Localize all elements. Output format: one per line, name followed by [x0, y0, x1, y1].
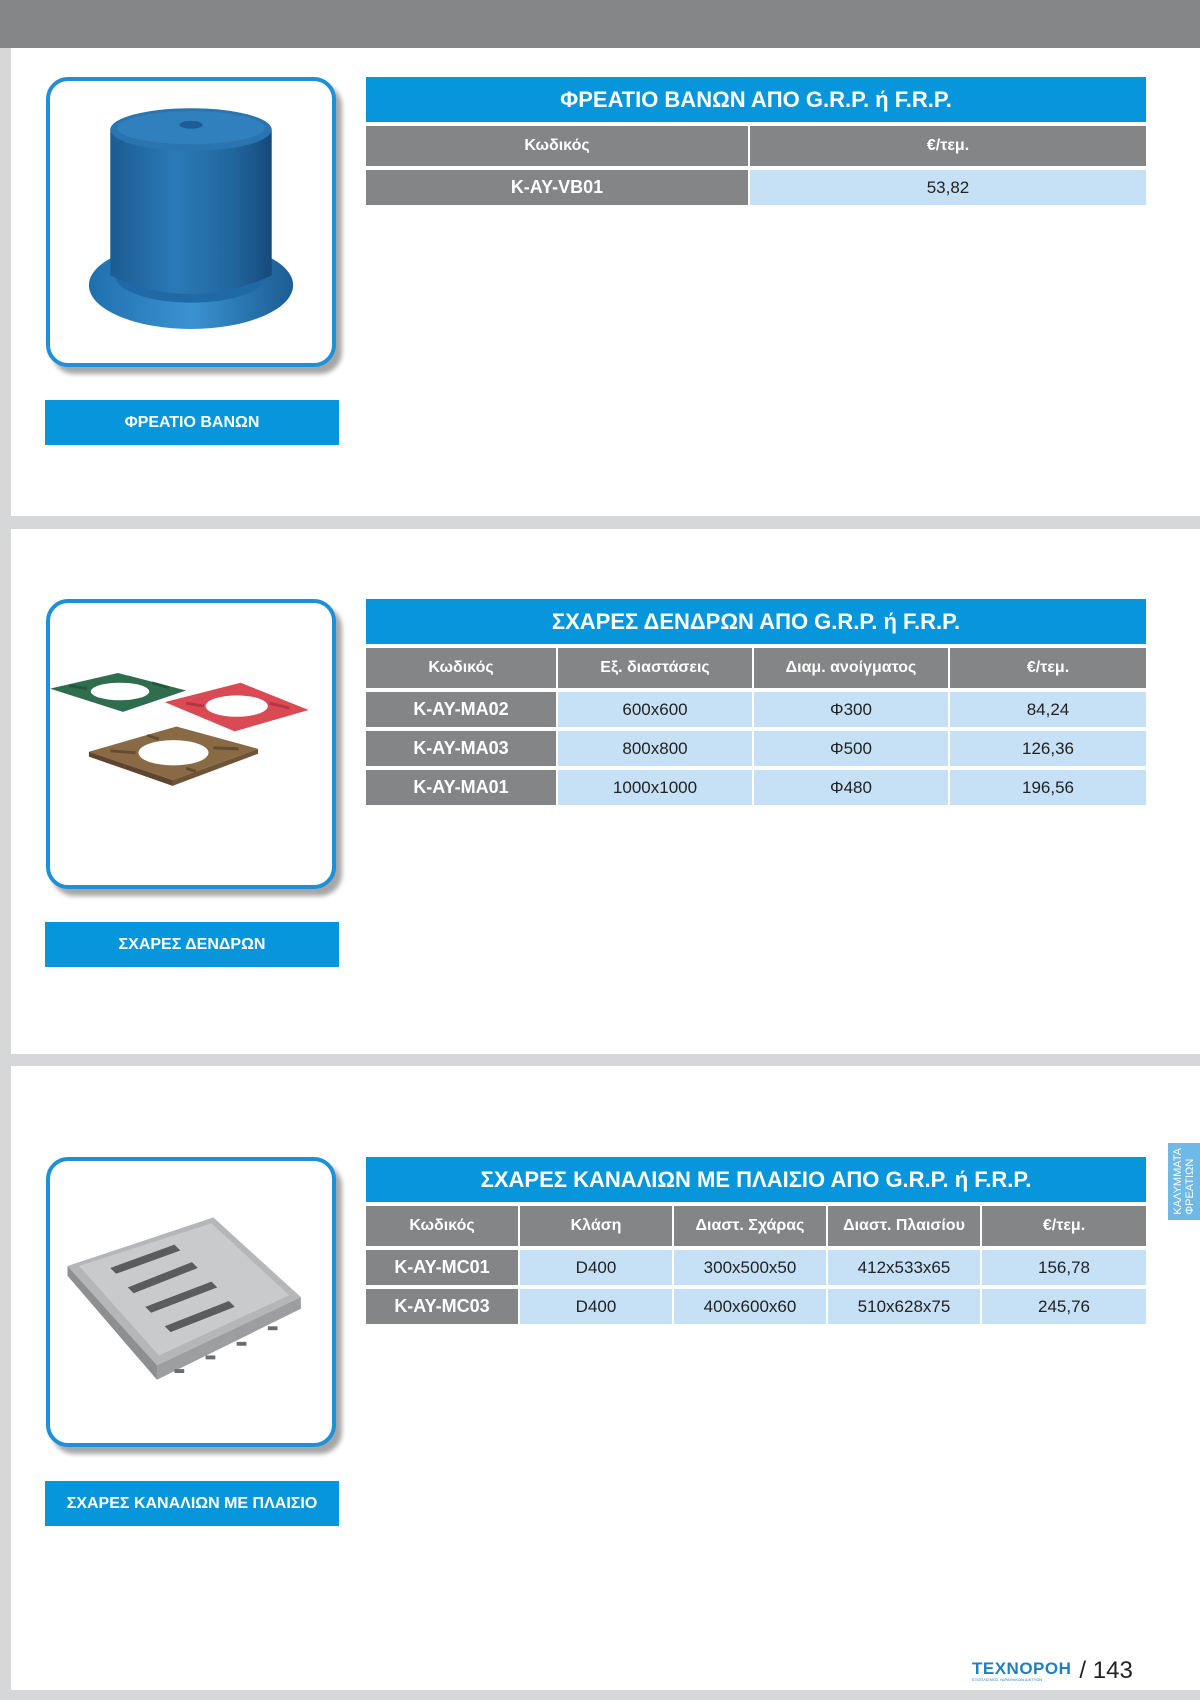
price-cell: 156,78: [982, 1250, 1146, 1285]
column-header: Διαστ. Πλαισίου: [828, 1206, 982, 1246]
price-cell: 84,24: [950, 692, 1146, 727]
brand-tagline: ΕΞΟΠΛΙΣΜΟΣ ΥΔΡΑΥΛΙΚΩΝ ΔΙΚΤΥΩΝ: [972, 1677, 1043, 1682]
product-code: K-AY-MC03: [366, 1289, 520, 1324]
table-channel-grates: [366, 1157, 1146, 1324]
table-cell: 800x800: [558, 731, 754, 766]
column-header: €/τεμ.: [982, 1206, 1146, 1246]
side-tab-line1: ΚΑΛΥΜΜΑΤΑ: [1172, 1148, 1184, 1215]
caption-tree-grates: ΣΧΑΡΕΣ ΔΕΝΔΡΩΝ: [45, 922, 339, 967]
table-row: [366, 170, 1146, 205]
price-cell: 126,36: [950, 731, 1146, 766]
price-cell: 53,82: [750, 170, 1146, 205]
brand-logo: [972, 1660, 1071, 1682]
table-row: [366, 770, 1146, 805]
product-code: K-AY-MA01: [366, 770, 558, 805]
top-bar: [0, 0, 1200, 48]
table-cell: Φ500: [754, 731, 950, 766]
table-row: [366, 731, 1146, 766]
table-cell: D400: [520, 1250, 674, 1285]
product-code: K-AY-MA02: [366, 692, 558, 727]
table-cell: 510x628x75: [828, 1289, 982, 1324]
table-title: ΦΡΕΑΤΙΟ ΒΑΝΩΝ ΑΠΟ G.R.P. ή F.R.P.: [366, 77, 1146, 122]
caption-valve-chamber: ΦΡΕΑΤΙΟ ΒΑΝΩΝ: [45, 400, 339, 445]
table-cell: 412x533x65: [828, 1250, 982, 1285]
price-cell: 196,56: [950, 770, 1146, 805]
table-valve-chamber: [366, 77, 1146, 205]
table-row: [366, 1250, 1146, 1285]
table-cell: Φ300: [754, 692, 950, 727]
table-cell: 1000x1000: [558, 770, 754, 805]
side-tab: [1168, 1143, 1200, 1220]
column-header: Κωδικός: [366, 126, 750, 166]
brand-name: ΤΕΧΝΟΡΟΗ: [972, 1659, 1072, 1678]
column-header: €/τεμ.: [950, 648, 1146, 688]
column-header: Κλάση: [520, 1206, 674, 1246]
table-row: [366, 692, 1146, 727]
page-number: / 143: [1079, 1657, 1133, 1684]
table-header-row: [366, 648, 1146, 688]
table-cell: D400: [520, 1289, 674, 1324]
table-title: ΣΧΑΡΕΣ ΚΑΝΑΛΙΩΝ ΜΕ ΠΛΑΙΣΙΟ ΑΠΟ G.R.P. ή F.R.P.: [366, 1157, 1146, 1202]
table-header-row: [366, 126, 1146, 166]
column-header: €/τεμ.: [750, 126, 1146, 166]
channel-grates-image: [46, 1157, 336, 1447]
table-tree-grates: [366, 599, 1146, 805]
table-title: ΣΧΑΡΕΣ ΔΕΝΔΡΩΝ ΑΠΟ G.R.P. ή F.R.P.: [366, 599, 1146, 644]
table-cell: Φ480: [754, 770, 950, 805]
table-cell: 600x600: [558, 692, 754, 727]
green-grate-shape: [50, 673, 186, 712]
table-row: [366, 1289, 1146, 1324]
product-code: K-AY-MC01: [366, 1250, 520, 1285]
side-tab-line2: ΦΡΕΑΤΙΩΝ: [1184, 1158, 1196, 1215]
product-code: K-AY-MA03: [366, 731, 558, 766]
column-header: Εξ. διαστάσεις: [558, 648, 754, 688]
column-header: Κωδικός: [366, 648, 558, 688]
table-cell: 300x500x50: [674, 1250, 828, 1285]
column-header: Διαμ. ανοίγματος: [754, 648, 950, 688]
table-header-row: [366, 1206, 1146, 1246]
page-footer: [972, 1657, 1133, 1685]
tree-grates-image: [46, 599, 336, 889]
price-cell: 245,76: [982, 1289, 1146, 1324]
valve-chamber-image: [46, 77, 336, 367]
column-header: Διαστ. Σχάρας: [674, 1206, 828, 1246]
brown-grate-shape: [89, 726, 258, 785]
product-code: K-AY-VB01: [366, 170, 750, 205]
column-header: Κωδικός: [366, 1206, 520, 1246]
caption-channel-grates: ΣΧΑΡΕΣ ΚΑΝΑΛΙΩΝ ΜΕ ΠΛΑΙΣΙΟ: [45, 1481, 339, 1526]
table-cell: 400x600x60: [674, 1289, 828, 1324]
